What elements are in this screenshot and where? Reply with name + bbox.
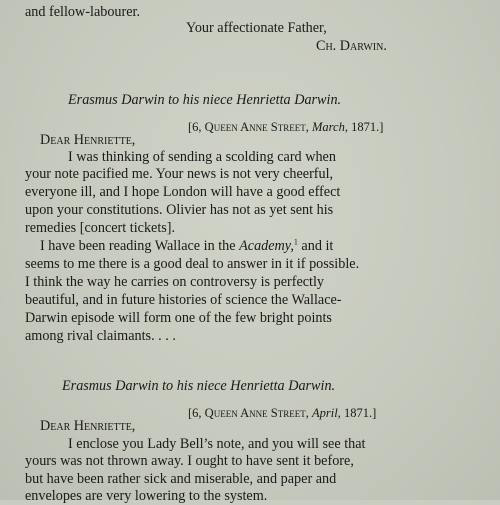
place-year: 1871.] xyxy=(347,120,384,134)
place-open: [6, xyxy=(188,120,205,134)
text-line: your note pacified me. Your news is not very cheerful, xyxy=(25,166,334,182)
text-line: seems to me there is a good deal to answer in it if possible. xyxy=(25,256,360,272)
journal-title: Academy, xyxy=(239,238,294,254)
text-line: among rival claimants. . . . xyxy=(25,328,176,344)
place-month: April, xyxy=(311,406,341,420)
signature: Ch. Darwin. xyxy=(316,38,387,54)
text-line: remedies [concert tickets]. xyxy=(25,220,176,236)
text-line: but have been rather sick and miserable, and paper and xyxy=(25,471,337,487)
place-open: [6, xyxy=(188,406,205,420)
salutation: Dear Henriette, xyxy=(40,132,136,148)
place-month: March, xyxy=(311,120,348,134)
text-line: I think the way he carries on controversy is perfectly xyxy=(25,274,325,290)
footnote-marker: 1 xyxy=(293,237,298,247)
closing-line: and fellow-labourer. xyxy=(25,4,141,20)
text-segment: I have been reading Wallace in the xyxy=(40,238,240,254)
salutation: Dear Henriette, xyxy=(40,418,136,434)
text-segment: and it xyxy=(297,238,334,254)
place-date-line xyxy=(188,406,376,421)
text-line: yours was not thrown away. I ought to have sent it before, xyxy=(25,453,354,469)
text-line: Darwin episode will form one of the few bright points xyxy=(25,310,332,326)
valediction: Your affectionate Father, xyxy=(186,20,327,36)
place-street: Queen Anne Street, xyxy=(204,120,309,134)
place-date-line xyxy=(188,120,383,135)
text-line: I enclose you Lady Bell’s note, and you will see that xyxy=(68,436,366,452)
text-line: everyone ill, and I hope London will have a good effect xyxy=(25,184,341,200)
text-line xyxy=(40,238,333,255)
text-line: upon your constitutions. Olivier has not as yet sent his xyxy=(25,202,334,218)
text-line: envelopes are very lowering to the system. xyxy=(25,488,268,504)
place-street: Queen Anne Street, xyxy=(204,406,309,420)
letter-heading: Erasmus Darwin to his niece Henrietta Darwin. xyxy=(68,92,342,108)
place-year: 1871.] xyxy=(340,406,377,420)
text-line: beautiful, and in future histories of science the Wallace- xyxy=(25,292,342,308)
letter-heading: Erasmus Darwin to his niece Henrietta Darwin. xyxy=(62,378,336,394)
text-line: I was thinking of sending a scolding card when xyxy=(68,149,336,165)
